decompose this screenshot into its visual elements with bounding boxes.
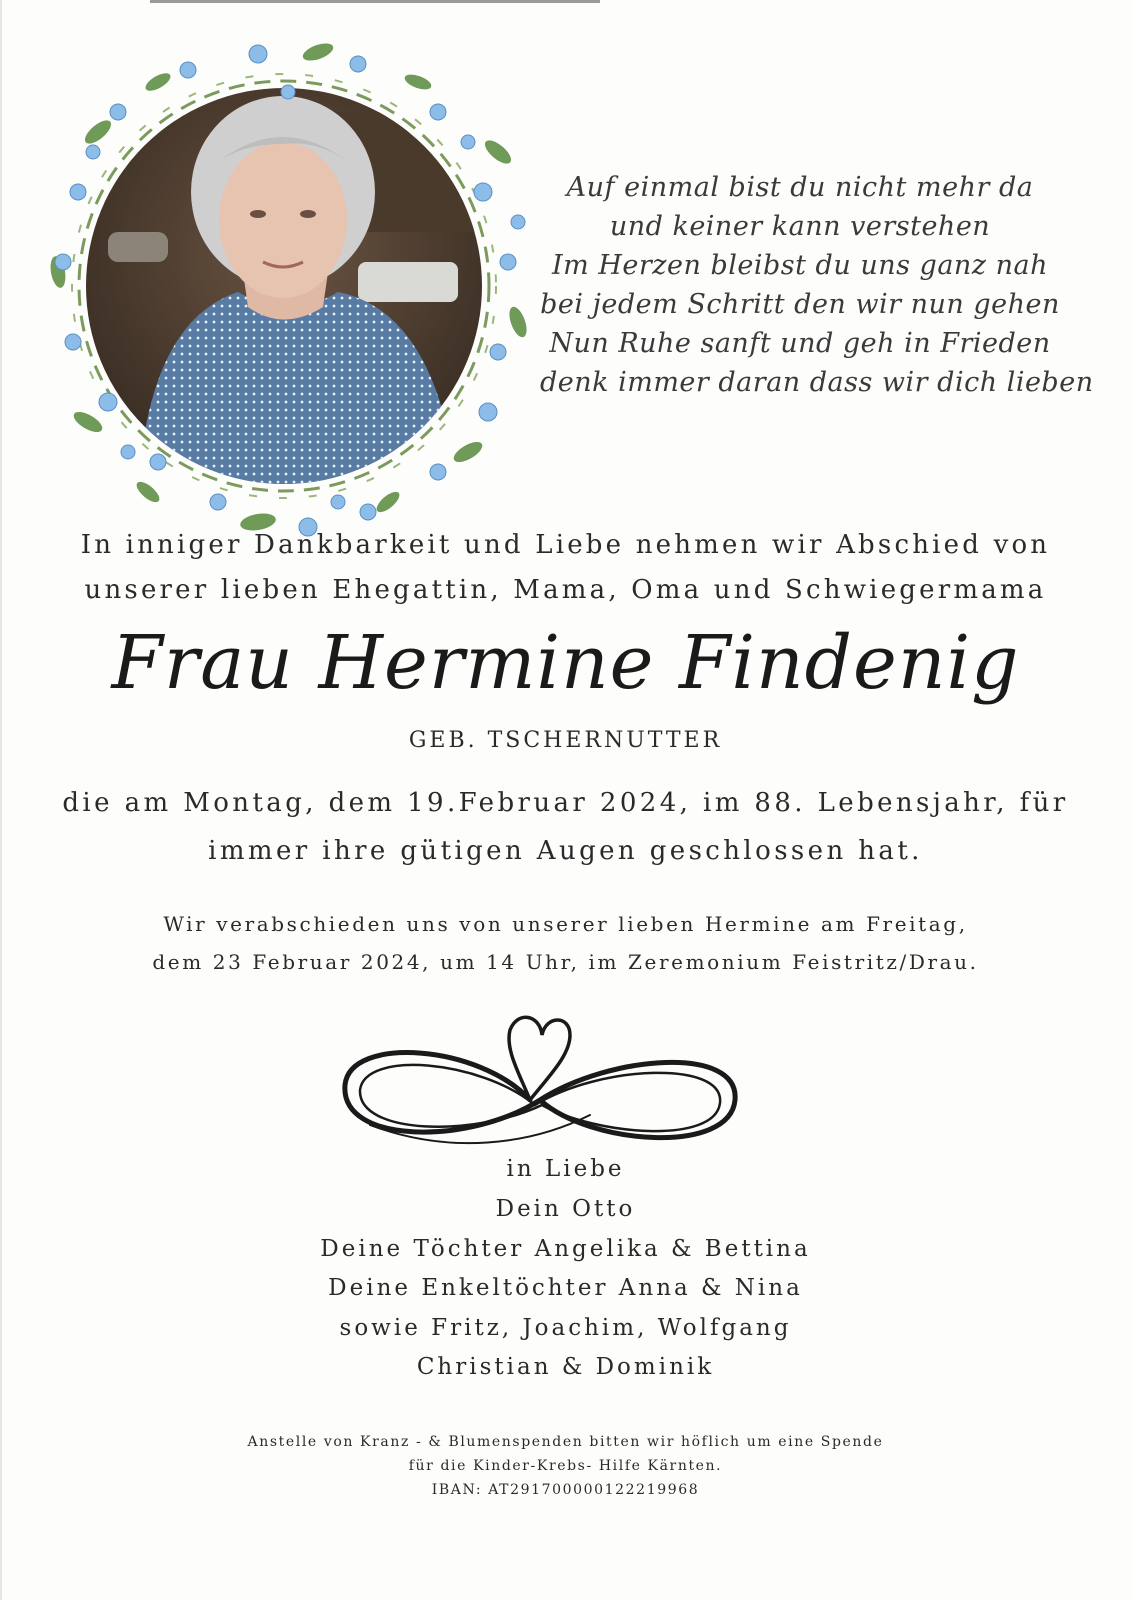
- poem-line: Auf einmal bist du nicht mehr da: [566, 172, 1034, 203]
- portrait-wreath: [18, 22, 558, 542]
- death-notice-line: die am Montag, dem 19.Februar 2024, im 88. Lebensjahr, für: [62, 788, 1069, 818]
- portrait-photo: [78, 82, 498, 502]
- funeral-info-line: dem 23 Februar 2024, um 14 Uhr, im Zeremonium Feistritz/Drau.: [152, 950, 979, 974]
- infinity-heart-icon: [330, 1005, 750, 1175]
- poem-line: und keiner kann verstehen: [609, 211, 991, 242]
- death-notice-line: immer ihre gütigen Augen geschlossen hat.: [208, 836, 923, 866]
- signature-line: in Liebe: [506, 1156, 625, 1182]
- intro-line: In inniger Dankbarkeit und Liebe nehmen wir Abschied von: [80, 530, 1051, 560]
- poem-line: Nun Ruhe sanft und geh in Frieden: [549, 328, 1051, 359]
- poem-line: bei jedem Schritt den wir nun gehen: [540, 289, 1060, 320]
- signature-line: Deine Enkeltöchter Anna & Nina: [328, 1275, 803, 1301]
- deceased-name: Frau Hermine Findenig: [111, 620, 1020, 706]
- signature-line: Dein Otto: [495, 1196, 636, 1222]
- poem-line: Im Herzen bleibst du uns ganz nah: [552, 250, 1048, 281]
- poem: [540, 168, 1094, 402]
- iban: IBAN: AT291700000122219968: [431, 1482, 700, 1498]
- signature-line: Christian & Dominik: [416, 1354, 715, 1380]
- donation-note: Anstelle von Kranz - & Blumenspenden bitten wir höflich um eine Spende: [247, 1434, 884, 1450]
- maiden-name: GEB. TSCHERNUTTER: [408, 728, 723, 753]
- poem-line: denk immer daran dass wir dich lieben: [540, 367, 1094, 398]
- intro-line: unserer lieben Ehegattin, Mama, Oma und Schwiegermama: [84, 575, 1047, 605]
- funeral-info-line: Wir verabschieden uns von unserer lieben Hermine am Freitag,: [163, 912, 968, 936]
- donation-note: für die Kinder-Krebs- Hilfe Kärnten.: [408, 1458, 723, 1474]
- signature-line: sowie Fritz, Joachim, Wolfgang: [339, 1315, 792, 1341]
- signature-line: Deine Töchter Angelika & Bettina: [320, 1236, 811, 1262]
- top-rule: [150, 0, 600, 3]
